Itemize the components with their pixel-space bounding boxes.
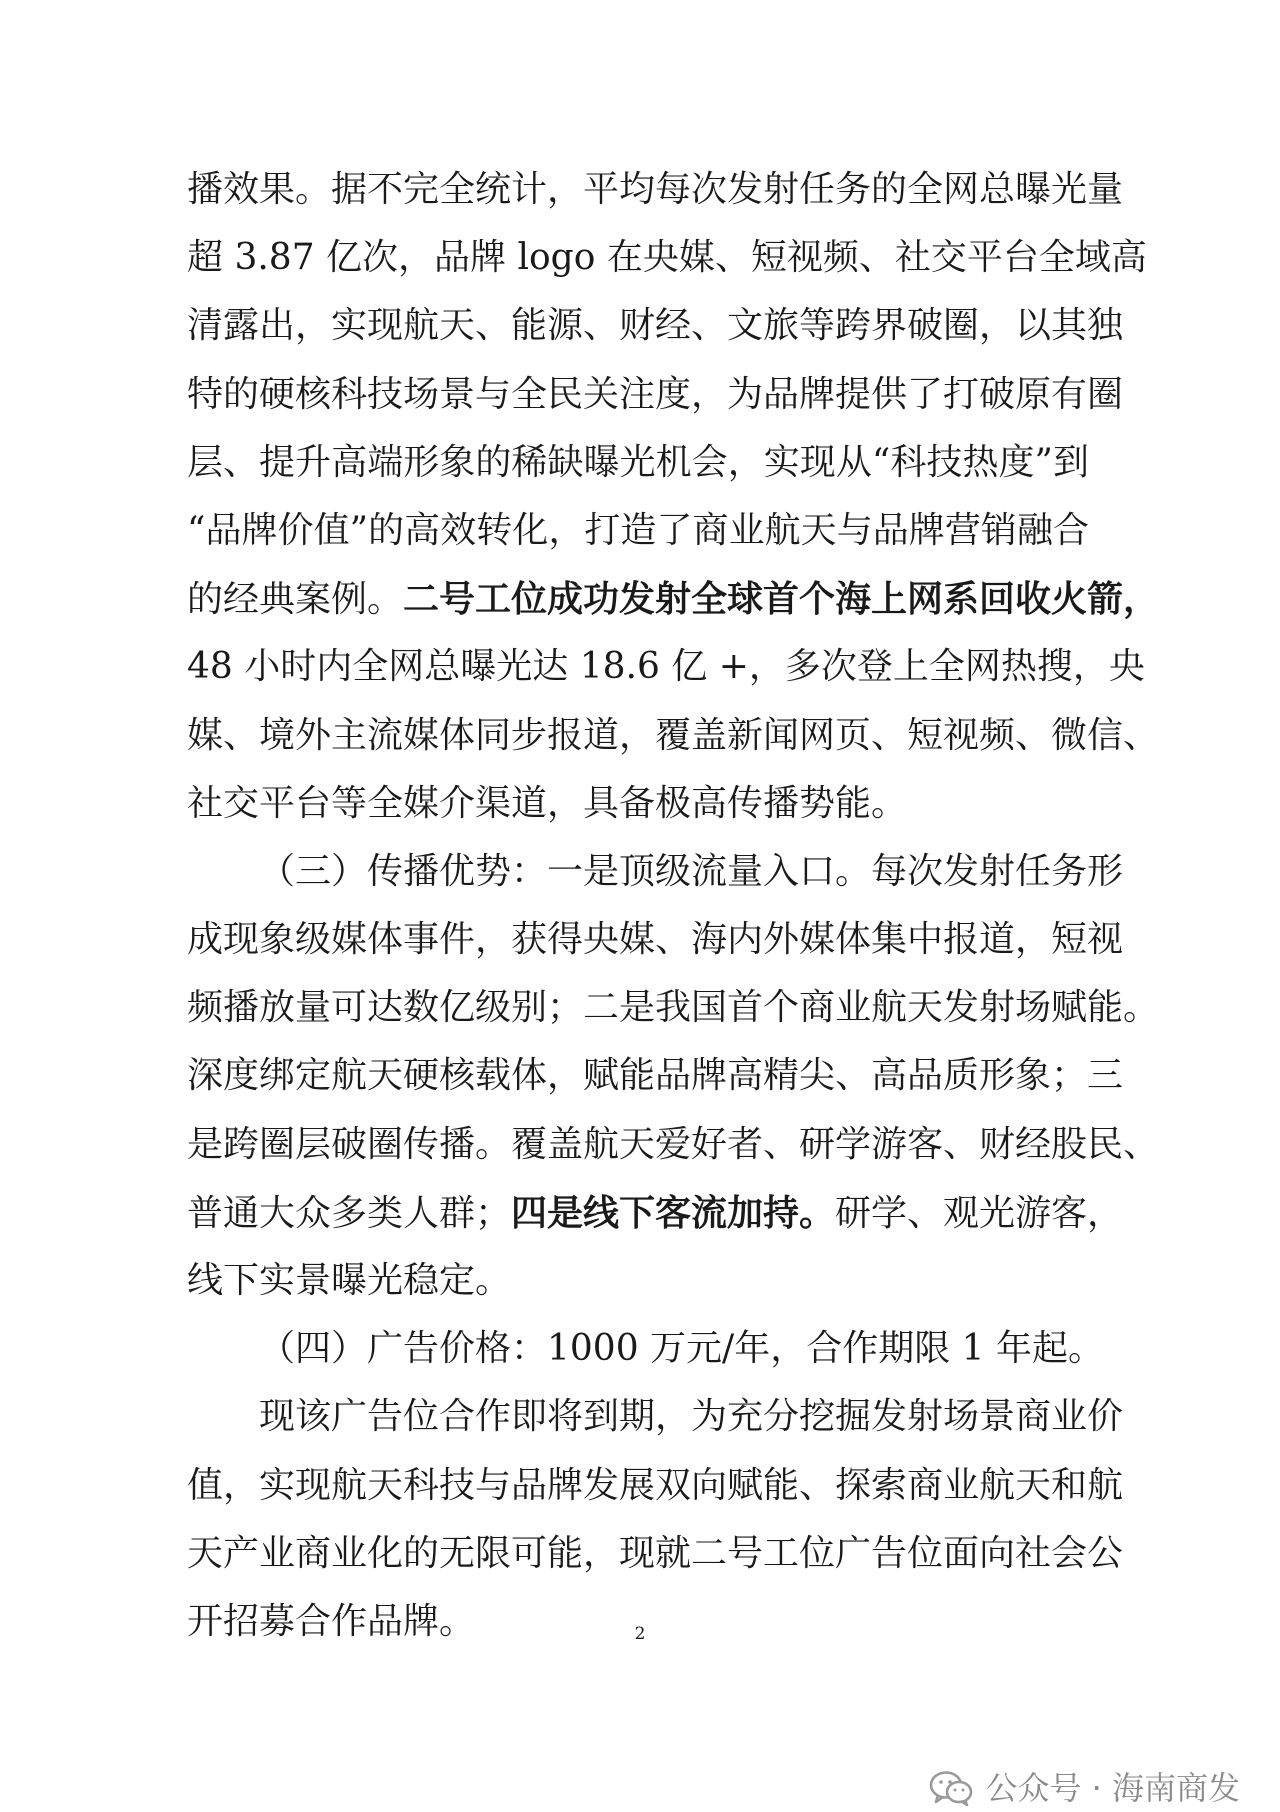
paragraph — [187, 1383, 1124, 1656]
text-segment: 48 小时内全网总曝光达 18.6 亿 +，多次登上全网热搜，央 — [187, 646, 1145, 688]
text-segment: 三 — [1087, 1055, 1124, 1097]
text-segment: （四）广告价格：1000 万元/年，合作期限 1 年起。 — [259, 1328, 1104, 1370]
text-line — [187, 1042, 1124, 1110]
watermark-text: 公众号 · 海南商发 — [985, 1769, 1240, 1807]
text-segment: 二是我国首个商业航天发射场赋能。 — [583, 987, 1160, 1029]
text-line — [187, 1452, 1124, 1520]
text-line — [187, 1520, 1124, 1588]
text-segment: 值，实现航天科技与品牌发展双向赋能、探索商业航天和航 — [187, 1464, 1124, 1506]
text-segment: 线下实景曝光稳定。 — [187, 1260, 512, 1301]
text-segment: 研学、观光游客， — [835, 1192, 1124, 1234]
body-text — [187, 156, 1160, 1656]
text-segment: 深度绑定航天硬核载体，赋能品牌高精尖、高品质形象； — [187, 1055, 1088, 1097]
text-segment: 是跨圈层破圈传播。 — [187, 1123, 512, 1165]
text-line — [187, 633, 1145, 701]
text-line — [187, 1111, 1160, 1179]
text-segment: 成现象级媒体事件，获得央媒、海内外媒体集中报道，短视 — [187, 919, 1124, 961]
text-line — [187, 429, 1089, 497]
text-line — [187, 770, 1089, 838]
text-line — [187, 906, 1124, 974]
text-segment: 社交平台等全媒介渠道，具备极高传播势能。 — [187, 782, 908, 824]
text-line — [187, 1247, 1089, 1315]
text-line — [187, 156, 1124, 224]
text-segment: 清露出，实现航天、能源、财经、文旅等跨界破圈，以其独 — [187, 305, 1124, 347]
text-segment: （三）传播优势： — [259, 850, 548, 892]
paragraph — [187, 1315, 1104, 1383]
text-segment: 的经典案例。 — [187, 579, 404, 621]
text-segment: 普通大众多类人群； — [187, 1192, 512, 1234]
text-segment: 每次发射任务形 — [871, 850, 1124, 892]
text-line — [187, 361, 1124, 429]
text-line — [187, 1315, 1104, 1383]
text-segment: 现该广告位合作即将到期，为充分挖掘发射场景商业价 — [259, 1396, 1124, 1438]
text-line — [187, 702, 1160, 770]
text-segment: 频播放量可达数亿级别； — [187, 987, 584, 1029]
text-segment: 开招募合作品牌。 — [187, 1600, 476, 1642]
text-line — [187, 1179, 1124, 1247]
text-segment: 覆盖航天爱好者、研学游客、财经股民、 — [511, 1123, 1160, 1165]
watermark — [929, 1768, 1240, 1808]
text-segment: 媒、境外主流媒体同步报道，覆盖新闻网页、短视频、微信、 — [187, 714, 1160, 756]
text-segment: 特的硬核科技场景与全民关注度，为品牌提供了打破原有圈 — [187, 373, 1124, 415]
page-number: 2 — [634, 1624, 646, 1644]
text-line — [187, 974, 1160, 1042]
text-line — [187, 497, 1089, 565]
text-line — [187, 224, 1147, 292]
text-segment: 一是顶级流量入口。 — [547, 850, 872, 892]
paragraph — [187, 156, 1160, 838]
text-line — [187, 1383, 1124, 1451]
text-line — [187, 565, 1160, 633]
paragraph — [187, 838, 1160, 1315]
text-segment: 天产业商业化的无限可能，现就二号工位广告位面向社会公 — [187, 1532, 1124, 1574]
text-segment: 层、提升高端形象的稀缺曝光机会，实现从“科技热度”到 — [187, 441, 1089, 483]
text-line — [187, 838, 1124, 906]
text-segment: “品牌价值”的高效转化，打造了商业航天与品牌营销融合 — [187, 509, 1089, 551]
bold-text-segment: 四是线下客流加持。 — [511, 1191, 836, 1234]
bold-text-segment: 二号工位成功发射全球首个海上网系回收火箭， — [403, 578, 1160, 621]
text-segment: 播效果。据不完全统计，平均每次发射任务的全网总曝光量 — [187, 169, 1124, 210]
text-line — [187, 292, 1124, 360]
wechat-icon — [929, 1770, 973, 1806]
text-line — [187, 1588, 1089, 1656]
text-segment: 超 3.87 亿次，品牌 logo 在央媒、短视频、社交平台全域高 — [187, 237, 1147, 279]
